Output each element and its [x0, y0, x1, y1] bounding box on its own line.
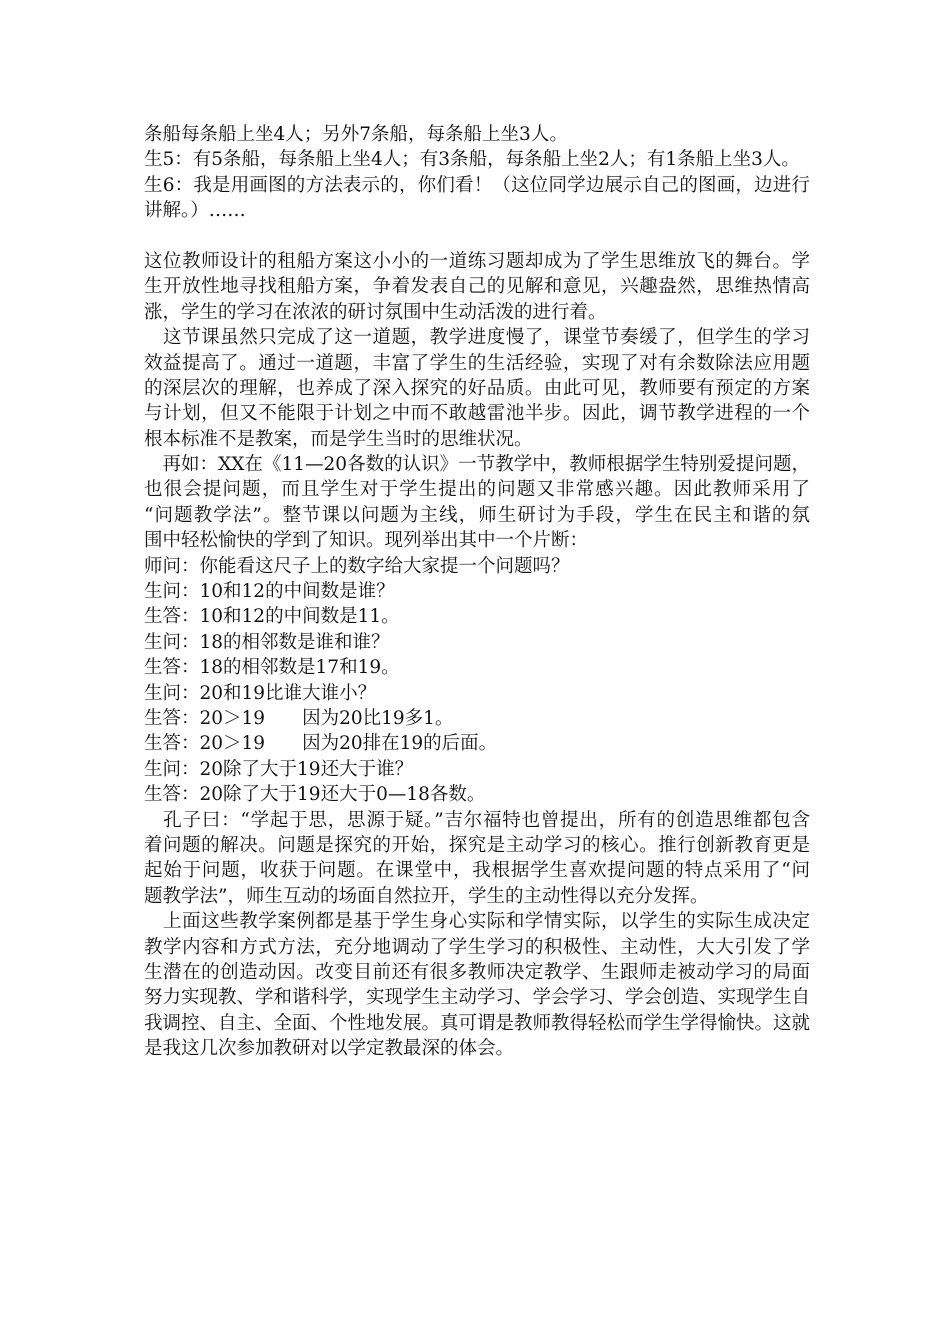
blank-line: [144, 224, 810, 249]
paragraph: [144, 808, 810, 910]
text-line: 也很会提问题，而且学生对于学生提出的问题又非常感兴趣。因此教师采用了: [144, 479, 810, 501]
paragraph: [144, 681, 810, 706]
paragraph: [144, 757, 810, 782]
paragraph: [144, 579, 810, 604]
text-line: 根本标准不是教案，而是学生当时的思维状况。: [144, 428, 533, 450]
text-line: 着问题的解决。问题是探究的开始，探究是主动学习的核心。推行创新教育更是: [144, 834, 810, 856]
text-line: 努力实现教、学和谐科学，实现学生主动学习、学会学习、学会创造、实现学生自: [144, 987, 810, 1009]
paragraph: [144, 706, 810, 731]
text-line: 上面这些教学案例都是基于学生身心实际和学情实际，以学生的实际生成决定: [144, 911, 810, 933]
text-line: 孔子曰：“学起于思，思源于疑。”吉尔福特也曾提出，所有的创造思维都包含: [144, 809, 810, 831]
text-line: 生问：18的相邻数是谁和谁？: [144, 631, 390, 653]
paragraph: [144, 147, 810, 172]
text-line: 再如：XX在《11—20各数的认识》一节教学中，教师根据学生特别爱提问题，: [144, 454, 810, 476]
text-line: 生答：10和12的中间数是11。: [144, 606, 400, 628]
paragraph: [144, 173, 810, 224]
text-line: 这节课虽然只完成了这一道题，教学进度慢了，课堂节奏缓了，但学生的学习: [144, 327, 810, 349]
text-line: 生潜在的创造动因。改变目前还有很多教师决定教学、生跟师走被动学习的局面: [144, 961, 810, 983]
paragraph: [144, 604, 810, 629]
text-line: 生开放性地寻找租船方案，争着发表自己的见解和意见，兴趣盎然，思维热情高: [144, 276, 810, 298]
text-line: 起始于问题，收获于问题。在课堂中，我根据学生喜欢提问题的特点采用了“问: [144, 860, 810, 882]
text-line: 围中轻松愉快的学到了知识。现列举出其中一个片断：: [144, 530, 589, 552]
paragraph: [144, 630, 810, 655]
text-line: 生问：20和19比谁大谁小？: [144, 682, 377, 704]
paragraph: [144, 909, 810, 1061]
text-line: 是我这几次参加教研对以学定教最深的体会。: [144, 1038, 515, 1060]
text-line: 讲解。）……: [144, 200, 246, 222]
text-line: 的深层次的理解，也养成了深入探究的好品质。由此可见，教师要有预定的方案: [144, 377, 810, 399]
text-line: 涨，学生的学习在浓浓的研讨氛围中生动活泼的进行着。: [144, 301, 607, 323]
text-line: 师问：你能看这尺子上的数字给大家提一个问题吗？: [144, 555, 570, 577]
text-line: 生6：我是用画图的方法表示的，你们看！（这位同学边展示自己的图画，边进行: [144, 174, 810, 196]
text-line: 生答：20＞19 因为20比19多1。: [144, 707, 454, 729]
text-line: 条船每条船上坐4人；另外7条船，每条船上坐3人。: [144, 124, 568, 145]
paragraph: [144, 452, 810, 554]
paragraph: [144, 655, 810, 680]
text-line: 生问：10和12的中间数是谁？: [144, 581, 395, 603]
text-line: 效益提高了。通过一道题，丰富了学生的生活经验，实现了对有余数除法应用题: [144, 352, 810, 374]
text-line: 生答：18的相邻数是17和19。: [144, 657, 400, 679]
paragraph: [144, 249, 810, 325]
text-line: 这位教师设计的租船方案这小小的一道练习题却成为了学生思维放飞的舞台。学: [144, 250, 810, 272]
text-line: 生问：20除了大于19还大于谁？: [144, 758, 414, 780]
text-line: 生答：20除了大于19还大于0—18各数。: [144, 784, 486, 806]
text-line: 教学内容和方式方法，充分地调动了学生学习的积极性、主动性，大大引发了学: [144, 936, 810, 958]
paragraph: [144, 554, 810, 579]
paragraph: [144, 122, 810, 147]
text-line: 与计划，但又不能限于计划之中而不敢越雷池半步。因此，调节教学进程的一个: [144, 403, 810, 425]
text-line: “问题教学法”。整节课以问题为主线，师生研讨为手段，学生在民主和谐的氛: [144, 504, 810, 526]
text-line: 题教学法”，师生互动的场面自然拉开，学生的主动性得以充分发挥。: [144, 885, 709, 907]
text-line: 我调控、自主、全面、个性地发展。真可谓是教师教得轻松而学生学得愉快。这就: [144, 1012, 810, 1034]
text-line: 生5：有5条船，每条船上坐4人；有3条船，每条船上坐2人；有1条船上坐3人。: [144, 149, 800, 171]
paragraph: [144, 782, 810, 807]
document-page: [144, 122, 810, 1061]
text-line: 生答：20＞19 因为20排在19的后面。: [144, 733, 498, 755]
paragraph: [144, 731, 810, 756]
paragraph: [144, 325, 810, 452]
